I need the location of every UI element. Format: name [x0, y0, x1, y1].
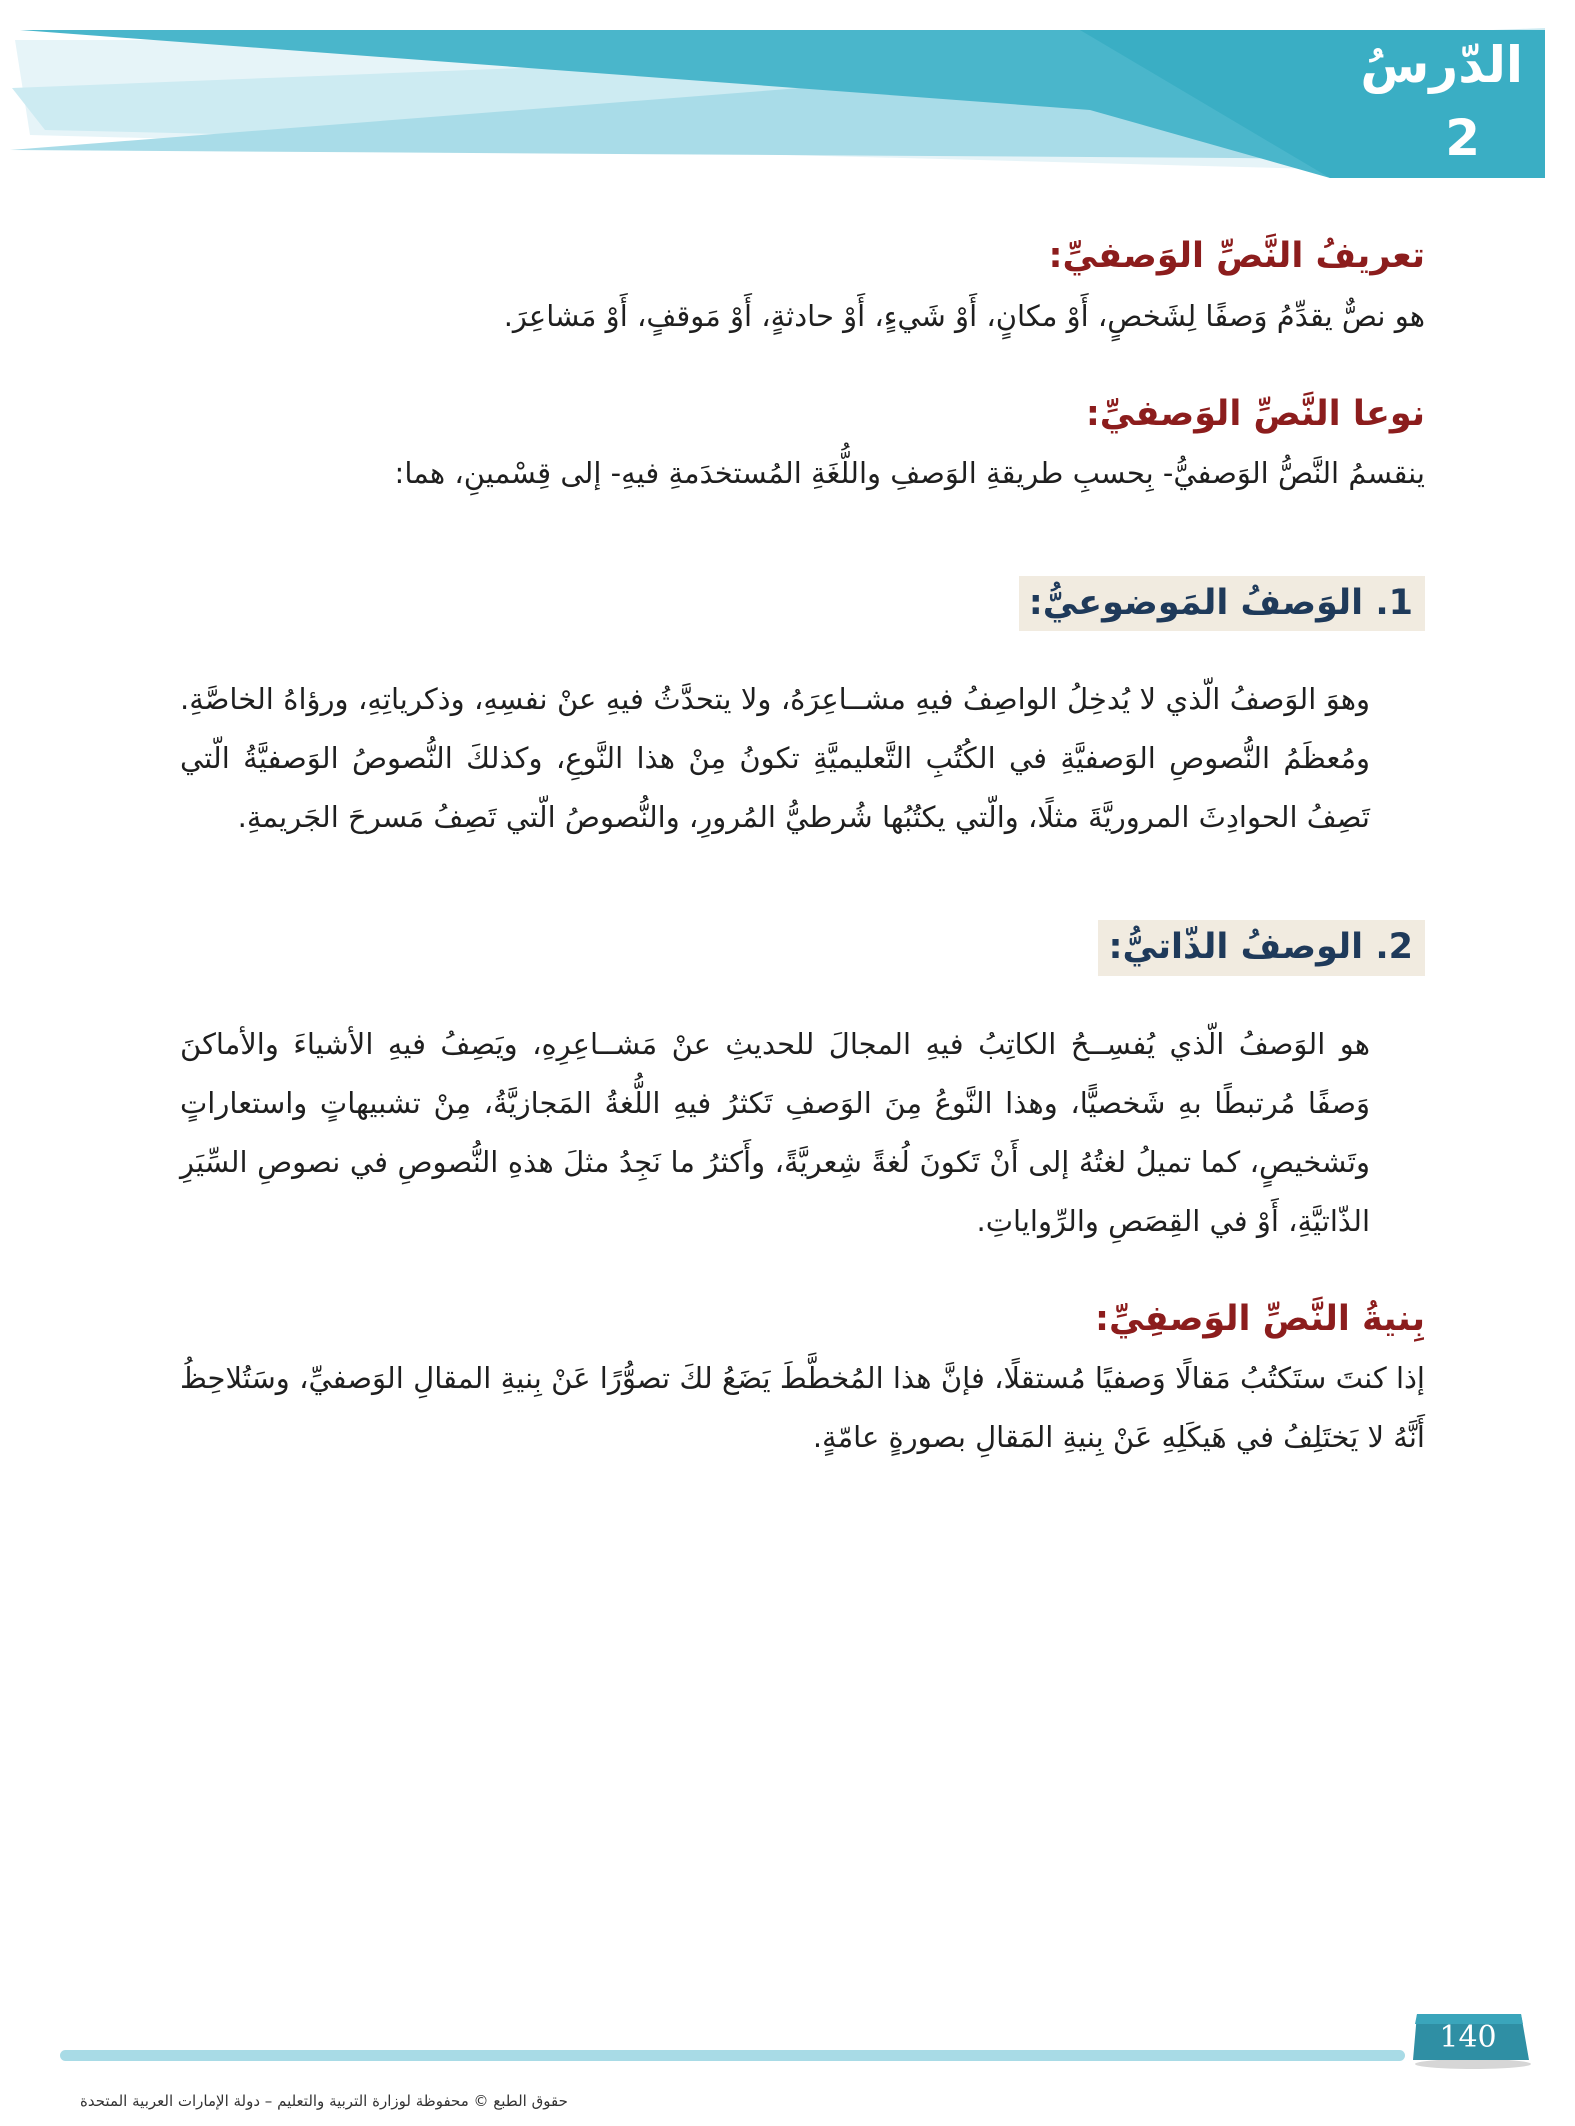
banner-graphic — [0, 0, 1575, 190]
structure-text: إذا كنتَ ستَكتُبُ مَقالًا وَصفيًا مُستقلًا، فإنَّ هذا المُخطَّطَ يَضَعُ لكَ تصوُّرًا عَنْ بِنيةِ المقالِ الوَصفيِّ، وسَتُلاحِظُ أَنَّهُ لا يَختَلِفُ في هَيكَلِهِ عَنْ بِنيةِ المَقالِ بصورةٍ عامّةٍ. — [180, 1361, 1425, 1454]
objective-text: وهوَ الوَصفُ الّذي لا يُدخِلُ الواصِفُ فيهِ مشــاعِرَهُ، ولا يتحدَّثُ فيهِ عنْ نفسِهِ، وذكرياتِهِ، ورؤاهُ الخاصَّةِ. ومُعظَمُ النُّصوصِ الوَصفيَّةِ في الكُتُبِ التَّعليميَّةِ تكونُ مِنْ هذا النَّوعِ، وكذلكَ النُّصوصُ الوَصفيَّةُ الّتي تَصِفُ الحوادِثَ المروريَّةَ مثلًا، والّتي يكتُبُها شُرطيُّ المُرورِ، والنُّصوصُ الّتي تَصِفُ مَسرحَ الجَريمةِ. — [180, 682, 1370, 835]
subjective-text: هو الوَصفُ الّذي يُفسِــحُ الكاتِبُ فيهِ المجالَ للحديثِ عنْ مَشــاعِرِهِ، ويَصِفُ فيهِ الأشياءَ والأماكنَ وَصفًا مُرتبطًا بهِ شَخصيًّا، وهذا النَّوعُ مِنَ الوَصفِ تَكثرُ فيهِ اللُّغةُ المَجازيَّةُ، مِنْ تشبيهاتٍ واستعاراتٍ وتَشخيصٍ، كما تميلُ لغتُهُ إلى أَنْ تَكونَ لُغةً شِعريَّةً، وأَكثرُ ما نَجِدُ مثلَ هذهِ النُّصوصِ في نصوصِ السِّيَرِ الذّاتيَّةِ، أَوْ في القِصَصِ والرِّواياتِ. — [180, 1026, 1370, 1238]
definition-text: هو نصٌّ يقدِّمُ وَصفًا لِشَخصٍ، أَوْ مكانٍ، أَوْ شَيءٍ، أَوْ حادثةٍ، أَوْ مَوقفٍ، أَوْ مَشاعِرَ. — [503, 298, 1425, 333]
objective-heading: 1. الوَصفُ المَوضوعيُّ: — [1019, 576, 1425, 631]
copyright-text: حقوق الطبع © محفوظة لوزارة التربية والتعليم – دولة الإمارات العربية المتحدة — [80, 2092, 568, 2110]
structure-heading: بِنيةُ النَّصِّ الوَصفِيِّ: — [1095, 1298, 1425, 1339]
types-heading: نوعا النَّصِّ الوَصفيِّ: — [1085, 393, 1425, 434]
lesson-label: الدّرسُ — [1360, 36, 1523, 94]
page-number: 140 — [1439, 2020, 1497, 2055]
definition-heading: تعريفُ النَّصِّ الوَصفيِّ: — [1048, 236, 1425, 276]
types-text: ينقسمُ النَّصُّ الوَصفيُّ- بِحسبِ طريقةِ الوَصفِ واللُّغَةِ المُستخدَمةِ فيهِ- إلى قِسْمينِ، هما: — [394, 456, 1425, 490]
main-content — [180, 230, 1425, 1467]
lesson-number: 2 — [1445, 109, 1480, 167]
footer-bar — [60, 2050, 1405, 2061]
subjective-heading: 2. الوصفُ الذّاتيُّ: — [1098, 920, 1425, 975]
